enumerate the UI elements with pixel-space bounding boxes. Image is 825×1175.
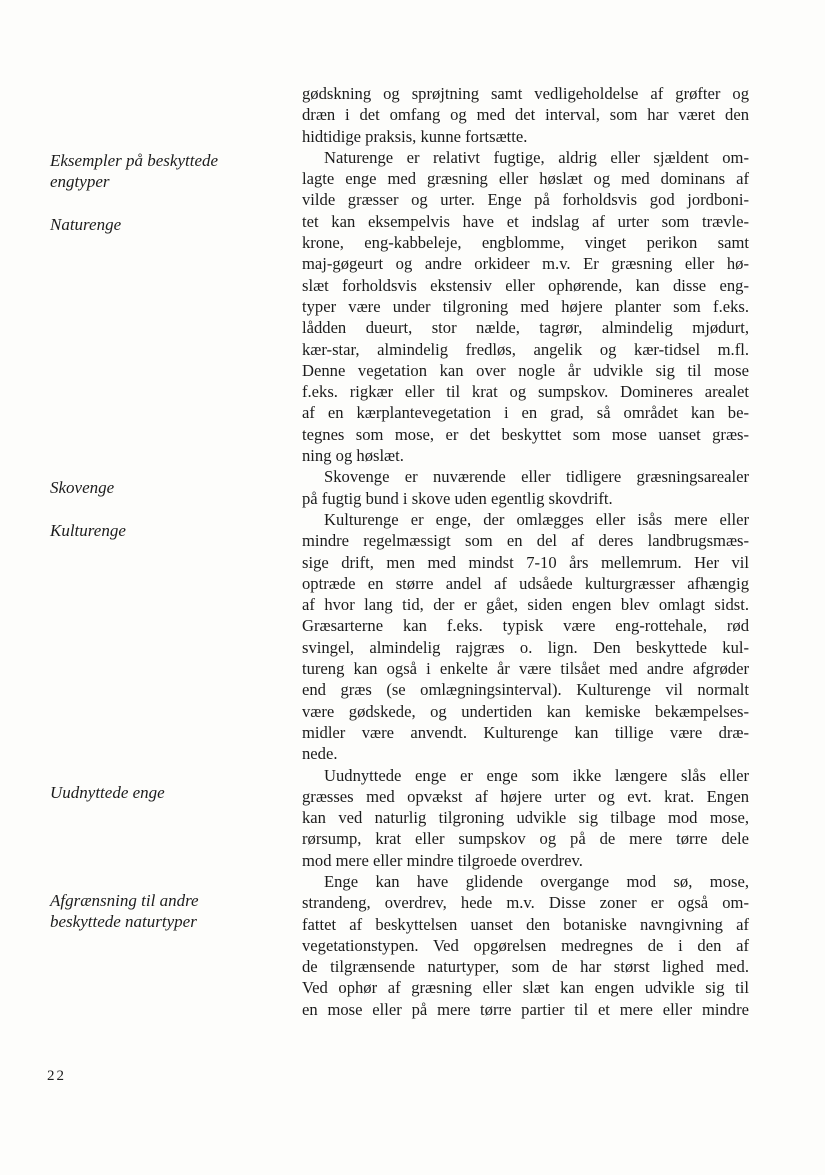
paragraph-continuation [302,83,749,147]
text-line: Skovenge er nuværende eller tidligere græsningsarealer [324,467,749,487]
text-line: kær-star, almindelig fredløs, angelik og kær-tidsel m.fl. [302,339,749,359]
paragraph-skovenge [302,466,749,509]
page-number: 22 [47,1068,66,1084]
paragraph-kulturenge [302,509,749,765]
text-line: kan ved naturlig tilgroning udvikle sig tilbage mod mose, [302,808,749,828]
text-line: maj-gøgeurt og andre orkideer m.v. Er græsning eller hø- [302,254,749,274]
text-line: svingel, almindelig rajgræs o. lign. Den beskyttede kul- [302,637,749,657]
heading-line: beskyttede naturtyper [50,912,197,931]
text-line: Uudnyttede enge er enge som ikke længere slås eller [324,765,749,785]
text-line: midler være anvendt. Kulturenge kan tillige være dræ- [302,722,749,742]
heading-line: Afgrænsning til andre [50,891,199,910]
heading-kulturenge: Kulturenge [50,521,126,540]
text-line: være gødskede, og undertiden kan kemiske bekæmpelses- [302,701,749,721]
text-line: af en kærplantevegetation i en grad, så området kan be- [302,403,749,423]
text-line: gødskning og sprøjtning samt vedligeholdelse af grøfter og [302,84,749,103]
text-line: hidtidige praksis, kunne fortsætte. [302,126,528,146]
text-line: dræn i det omfang og med det interval, som har været den [302,105,749,125]
text-line: Ved ophør af græsning eller slæt kan engen udvikle sig til [302,978,749,998]
text-line: tet kan eksempelvis have et indslag af urter som trævle- [302,211,749,231]
heading-naturenge: Naturenge [50,215,122,234]
text-line: end græs (se omlægningsinterval). Kulturenge vil normalt [302,680,749,700]
text-line: græsses med opvækst af højere urter og evt. krat. Engen [302,786,749,806]
text-line: vegetationstypen. Ved opgørelsen medregnes de i den af [302,935,749,955]
heading-eksempler [50,150,285,192]
text-line: tureng kan også i enkelte år være tilsået med andre afgrøder [302,659,749,679]
text-line: strandeng, overdrev, hede m.v. Disse zoner er også om- [302,893,749,913]
text-line: f.eks. rigkær eller til krat og sumpskov. Domineres arealet [302,382,749,402]
body-text [302,83,749,1020]
text-line: Denne vegetation kan over nogle år udvikle sig til mose [302,360,749,380]
text-line: krone, eng-kabbeleje, engblomme, vinget perikon samt [302,233,749,253]
text-line: Græsarterne kan f.eks. typisk være eng-rottehale, rød [302,616,749,636]
paragraph-uudnyttede [302,765,749,871]
text-line: mindre regelmæssigt som en del af deres landbrugsmæs- [302,531,749,551]
text-line: Enge kan have glidende overgange mod sø, mose, [324,871,749,891]
text-line: optræde en større andel af udsåede kulturgræsser afhængig [302,573,749,593]
text-line: lådden dueurt, stor nælde, tagrør, almindelig mjødurt, [302,318,749,338]
heading-afgraensning [50,890,285,932]
text-line: nede. [302,744,338,764]
text-line: vilde græsser og urter. Enge på forholdsvis god jordboni- [302,190,749,210]
text-line: mod mere eller mindre tilgroede overdrev. [302,850,583,870]
text-line: ning og høslæt. [302,446,404,466]
text-line: Naturenge er relativt fugtige, aldrig eller sjældent om- [324,147,749,167]
text-line: af hvor lang tid, der er gået, siden engen blev omlagt sidst. [302,595,749,615]
text-line: sige drift, men med mindst 7-10 års mellemrum. Her vil [302,552,749,572]
heading-line: engtyper [50,172,110,191]
text-line: rørsump, krat eller sumpskov og på de mere tørre dele [302,829,749,849]
text-line: slæt forholdsvis ekstensiv eller ophørende, kan disse eng- [302,275,749,295]
text-line: fattet af beskyttelsen uanset den botaniske navngivning af [302,914,749,934]
text-line: på fugtig bund i skove uden egentlig skovdrift. [302,488,613,508]
paragraph-naturenge [302,147,749,466]
text-line: typer være under tilgroning med højere planter som f.eks. [302,296,749,316]
text-line: en mose eller på mere tørre partier til et mere eller mindre [302,999,749,1019]
heading-uudnyttede: Uudnyttede enge [50,783,165,802]
heading-skovenge: Skovenge [50,478,115,497]
text-line: tegnes som mose, er det beskyttet som mose uanset græs- [302,424,749,444]
text-line: de tilgrænsende naturtyper, som de har størst lighed med. [302,957,749,977]
heading-line: Eksempler på beskyttede [50,151,219,170]
text-line: lagte enge med græsning eller høslæt og med dominans af [302,169,749,189]
paragraph-afgraensning [302,871,749,1020]
text-line: Kulturenge er enge, der omlægges eller isås mere eller [324,509,749,529]
